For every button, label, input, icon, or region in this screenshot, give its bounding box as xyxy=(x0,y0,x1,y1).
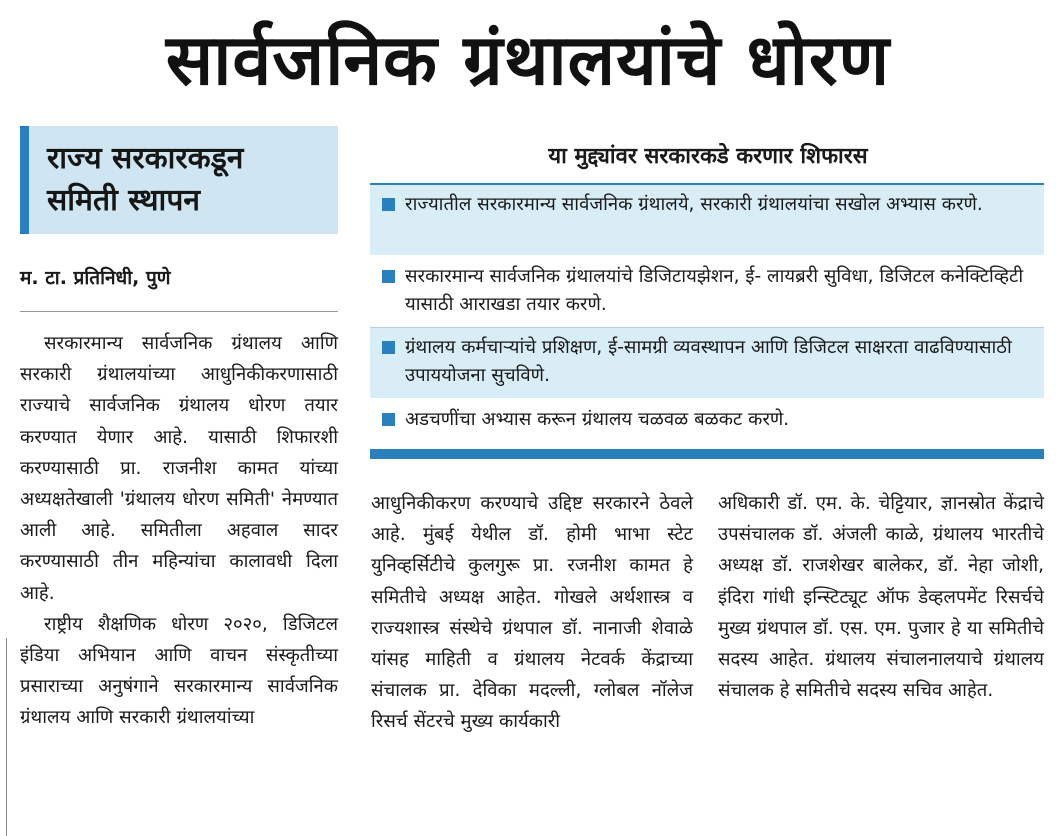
box-bottom-bar xyxy=(370,449,1044,459)
square-bullet-icon xyxy=(382,198,395,211)
article-paragraph-4: अधिकारी डॉ. एम. के. चेट्टियार, ज्ञानस्रोत केंद्राचे उपसंचालक डॉ. अंजली काळे, ग्रंथालय भारतीचे अध्यक्ष डॉ. राजशेखर बालेकर, डॉ. नेहा जोशी, इंदिरा गांधी इन्स्टिट्यूट ऑफ डेव्हलपमेंट रिसर्चचे मुख्य ग्रंथपाल डॉ. एस. एम. पुजार हे या समितीचे सदस्य आहेत. ग्रंथालय संचालनालयाचे ग्रंथालय संचालक हे समितीचे सदस्य सचिव आहेत. xyxy=(718,493,1044,702)
recommendation-item xyxy=(370,400,1044,446)
recommendation-text: सरकारमान्य सार्वजनिक ग्रंथालयांचे डिजिटायझेशन, ई- लायब्ररी सुविधा, डिजिटल कनेक्टिव्हिटी यासाठी आराखडा तयार करणे. xyxy=(405,266,1024,315)
article-column-3 xyxy=(718,488,1044,706)
article-paragraph-3: आधुनिकीकरण करण्याचे उद्दिष्ट सरकारने ठेवले आहे. मुंबई येथील डॉ. होमी भाभा स्टेट युनिव्हर्सिटीचे कुलगुरू प्रा. रजनीश कामत हे समितीचे अध्यक्ष आहेत. गोखले अर्थशास्त्र व राज्यशास्त्र संस्थेचे ग्रंथपाल डॉ. नानाजी शेवाळे यांसह माहिती व ग्रंथालय नेटवर्क केंद्राच्या संचालक प्रा. देविका मदल्ली, ग्लोबल नॉलेज रिसर्च सेंटरचे मुख्य कार्यकारी xyxy=(371,493,693,733)
recommendation-text: अडचणींचा अभ्यास करून ग्रंथालय चळवळ बळकट करणे. xyxy=(405,409,790,430)
recommendations-title: या मुद्द्यांवर सरकारकडे करणार शिफारस xyxy=(548,144,868,169)
kicker-line-2: समिती स्थापन xyxy=(47,183,201,218)
recommendation-text: राज्यातील सरकारमान्य सार्वजनिक ग्रंथालये, सरकारी ग्रंथालयांचा सखोल अभ्यास करणे. xyxy=(405,194,983,215)
headline: सार्वजनिक ग्रंथालयांचे धोरण xyxy=(165,19,891,101)
column-divider xyxy=(6,638,7,836)
square-bullet-icon xyxy=(382,270,395,283)
square-bullet-icon xyxy=(382,413,395,426)
recommendation-item xyxy=(370,257,1044,328)
article-column-1 xyxy=(20,328,338,734)
kicker-line-1: राज्य सरकारकडून xyxy=(47,141,244,176)
recommendation-item xyxy=(370,328,1044,400)
recommendation-item xyxy=(370,185,1044,257)
recommendation-text: ग्रंथालय कर्मचाऱ्यांचे प्रशिक्षण, ई-सामग्री व्यवस्थापन आणि डिजिटल साक्षरता वाढविण्यासाठी उपाययोजना सुचविणे. xyxy=(405,337,1012,386)
recommendations-list xyxy=(370,183,1044,446)
byline: म. टा. प्रतिनिधी, पुणे xyxy=(20,258,338,312)
square-bullet-icon xyxy=(382,341,395,354)
article-column-2 xyxy=(371,488,693,738)
kicker-box xyxy=(20,126,338,234)
article-paragraph-1: सरकारमान्य सार्वजनिक ग्रंथालय आणि सरकारी ग्रंथालयांच्या आधुनिकीकरणासाठी राज्याचे सार्वजनिक ग्रंथालय धोरण तयार करण्यात येणार आहे. यासाठी शिफारशी करण्यासाठी प्रा. राजनीश कामत यांच्या अध्यक्षतेखाली 'ग्रंथालय धोरण समिती' नेमण्यात आली आहे. समितीला अहवाल सादर करण्यासाठी तीन महिन्यांचा कालावधी दिला आहे. xyxy=(20,333,338,604)
article-paragraph-2: राष्ट्रीय शैक्षणिक धोरण २०२०, डिजिटल इंडिया अभियान आणि वाचन संस्कृतीच्या प्रसाराच्या अनुषंगाने सरकारमान्य सार्वजनिक ग्रंथालय आणि सरकारी ग्रंथालयांच्या xyxy=(20,613,338,729)
